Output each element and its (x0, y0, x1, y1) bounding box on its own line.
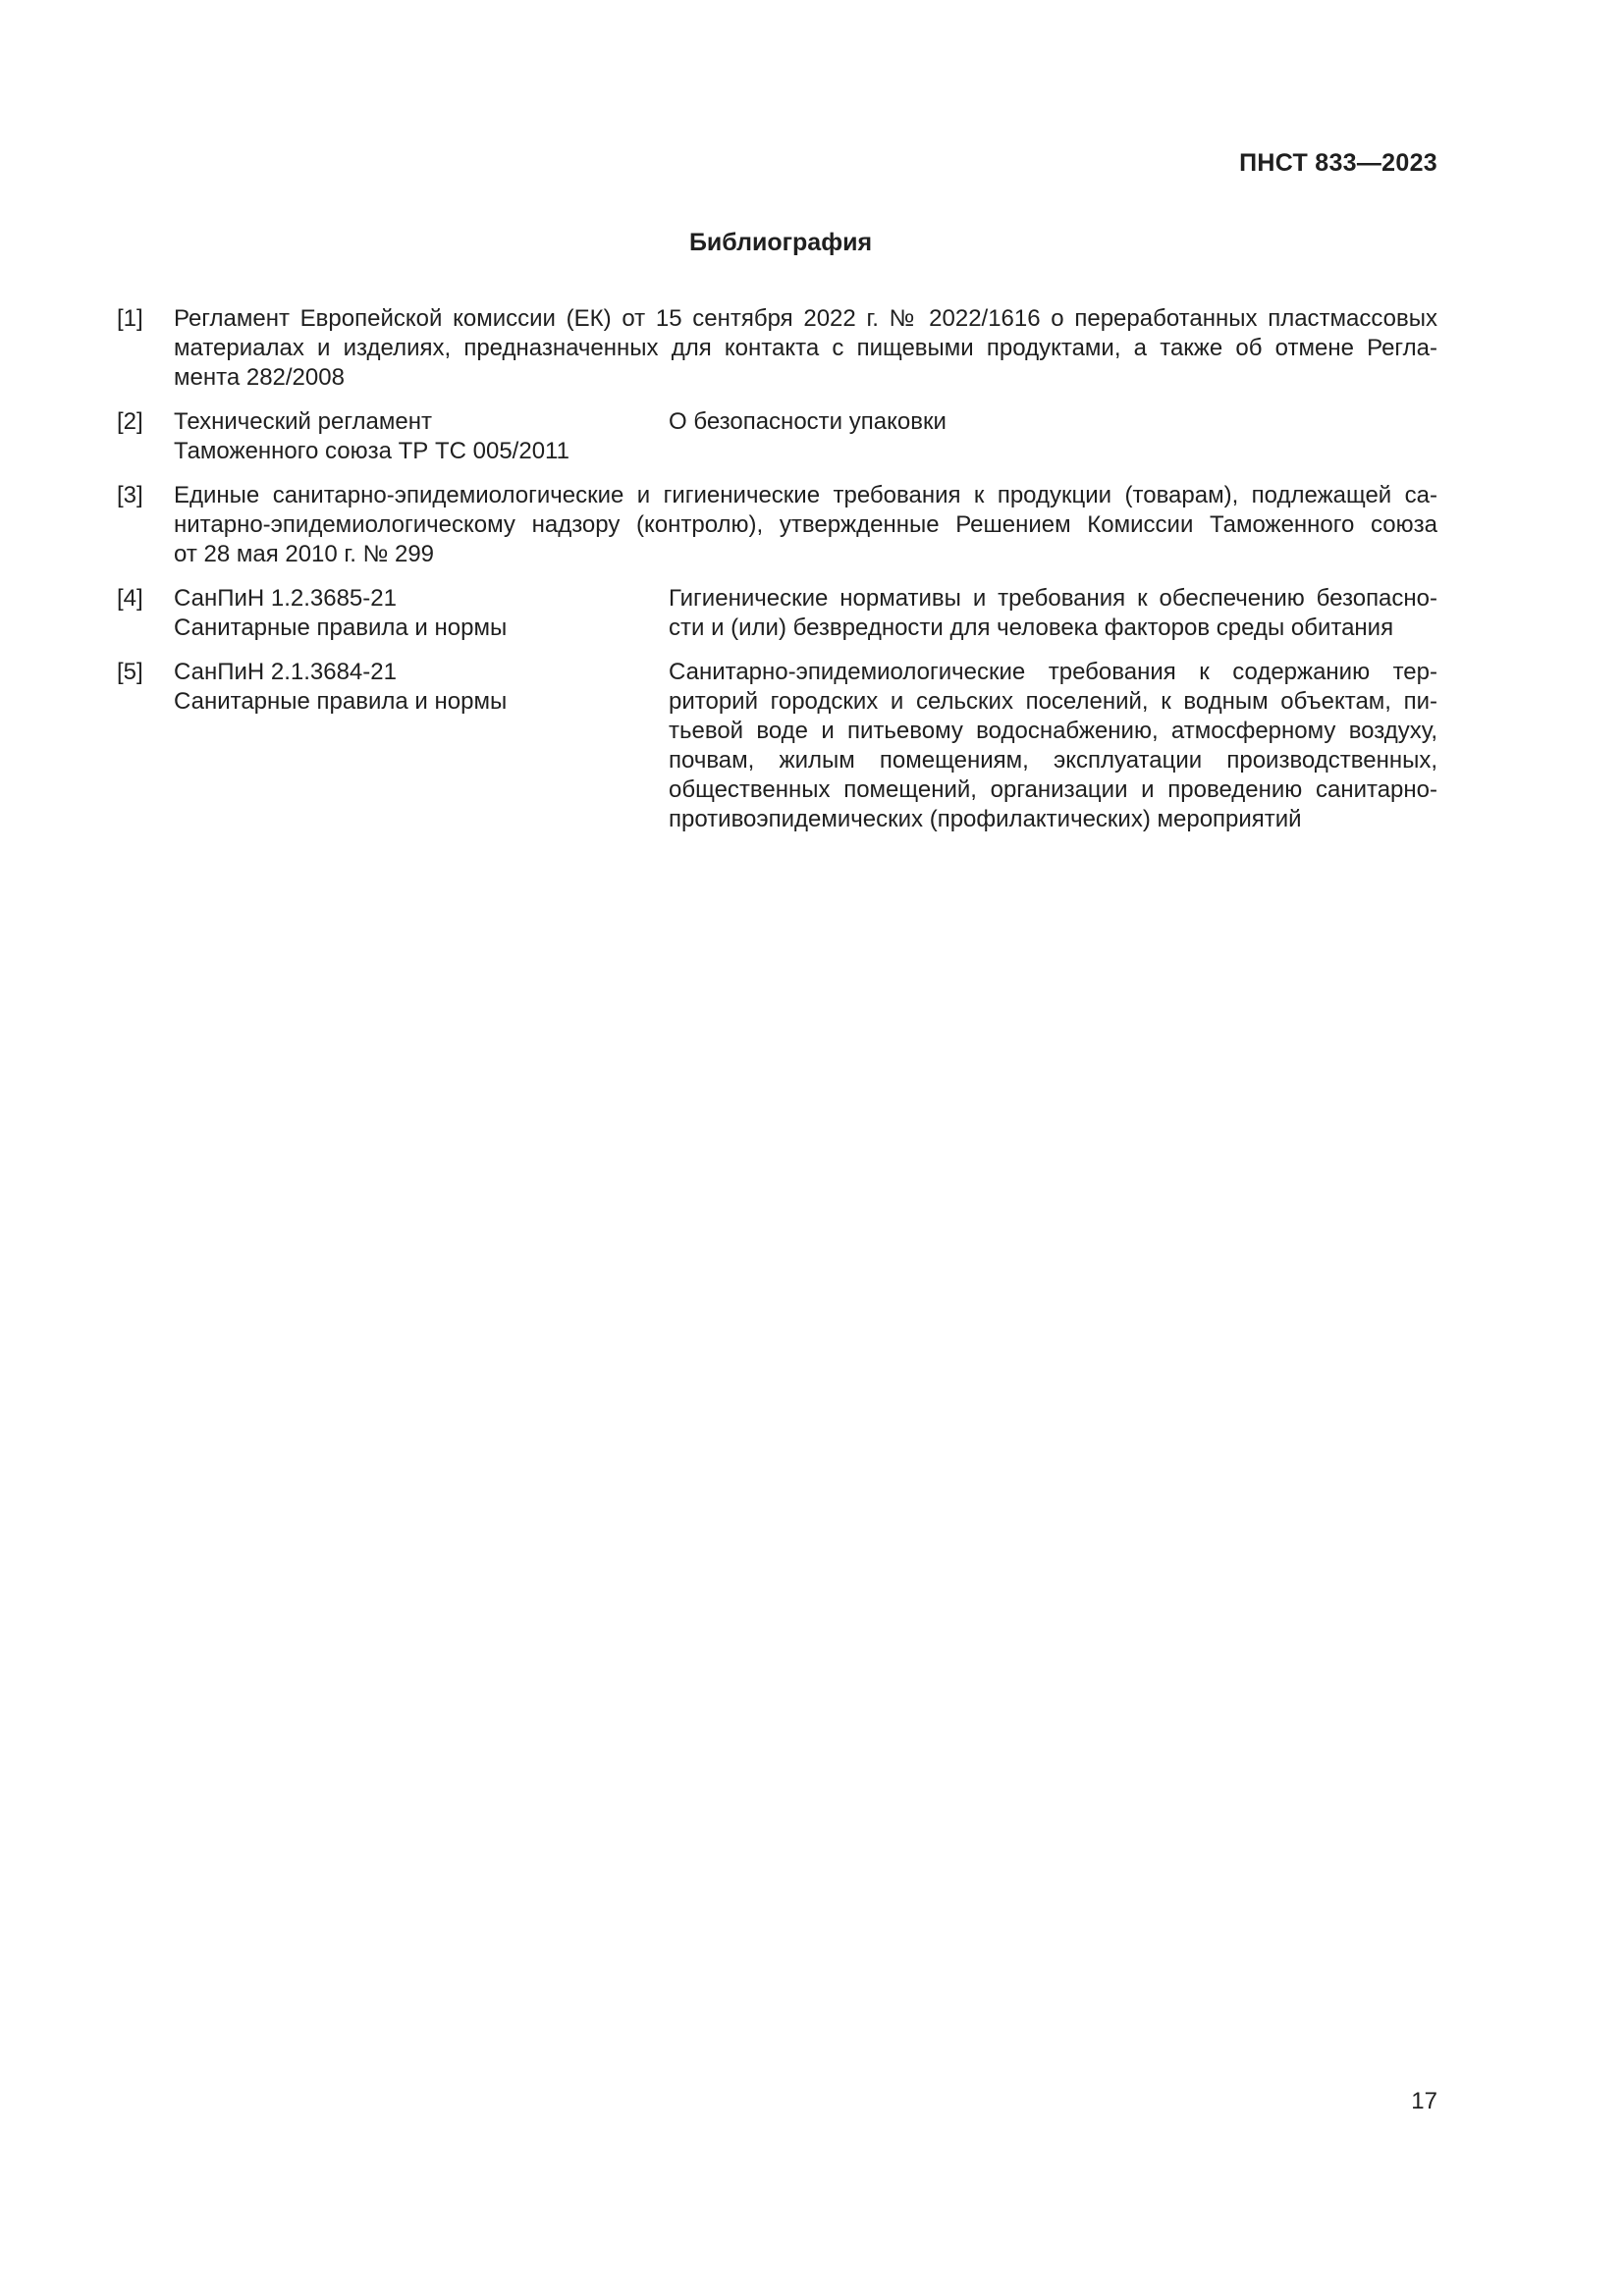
entry-row (174, 407, 1437, 466)
bibliography-entry-2 (117, 407, 1437, 466)
entry-title-line: общественных помещений, организации и проведению санитарно- (669, 776, 1437, 803)
entry-row (174, 658, 1437, 834)
entry-title-line: риторий городских и сельских поселений, к водным объектам, пи- (669, 688, 1437, 715)
bibliography-list (117, 304, 1437, 849)
entry-title (669, 407, 1437, 466)
entry-designation-line: Санитарные правила и нормы (174, 614, 508, 641)
bibliography-entry-3 (117, 481, 1437, 569)
entry-designation (174, 584, 669, 643)
entry-text-line: от 28 мая 2010 г. № 299 (174, 541, 435, 567)
bibliography-entry-5 (117, 658, 1437, 834)
entry-designation-line: СанПиН 2.1.3684-21 (174, 659, 397, 685)
entry-text-line: Регламент Европейской комиссии (ЕК) от 15 сентября 2022 г. № 2022/1616 о переработанных пластмассовых (174, 305, 1437, 332)
entry-title-line: О безопасности упаковки (669, 408, 947, 435)
entry-designation-line: СанПиН 1.2.3685-21 (174, 585, 397, 612)
entry-title-line: сти и (или) безвредности для человека факторов среды обитания (669, 614, 1394, 641)
entry-number: [5] (117, 659, 143, 685)
bibliography-entry-1 (117, 304, 1437, 393)
entry-row (174, 584, 1437, 643)
entry-number: [3] (117, 482, 143, 508)
entry-designation (174, 658, 669, 834)
entry-text-line: материалах и изделиях, предназначенных для контакта с пищевыми продуктами, а также об отмене Регла- (174, 335, 1437, 361)
page-number: 17 (1411, 2088, 1437, 2114)
entry-title (669, 584, 1437, 643)
entry-title-line: почвам, жилым помещениям, эксплуатации производственных, (669, 747, 1437, 774)
entry-text (174, 304, 1437, 393)
entry-title-line: Гигиенические нормативы и требования к обеспечению безопасно- (669, 585, 1437, 612)
entry-number: [4] (117, 585, 143, 612)
entry-text-line: Единые санитарно-эпидемиологические и гигиенические требования к продукции (товарам), подлежащей са- (174, 482, 1437, 508)
entry-text-line: мента 282/2008 (174, 364, 345, 391)
section-title: Библиография (688, 229, 873, 256)
entry-text-line: нитарно-эпидемиологическому надзору (контролю), утвержденные Решением Комиссии Таможенного союза (174, 511, 1437, 538)
entry-title-line: Санитарно-эпидемиологические требования к содержанию тер- (669, 659, 1437, 685)
entry-title-line: тьевой воде и питьевому водоснабжению, атмосферному воздуху, (669, 718, 1437, 744)
entry-title-line: противоэпидемических (профилактических) мероприятий (669, 806, 1302, 832)
entry-title (669, 658, 1437, 834)
entry-designation-line: Технический регламент (174, 408, 432, 435)
entry-number: [2] (117, 408, 143, 435)
entry-designation (174, 407, 669, 466)
entry-designation-line: Таможенного союза ТР ТС 005/2011 (174, 438, 569, 464)
document-code: ПНСТ 833—2023 (1239, 149, 1437, 177)
entry-designation-line: Санитарные правила и нормы (174, 688, 508, 715)
bibliography-entry-4 (117, 584, 1437, 643)
entry-text (174, 481, 1437, 569)
entry-number: [1] (117, 305, 143, 332)
